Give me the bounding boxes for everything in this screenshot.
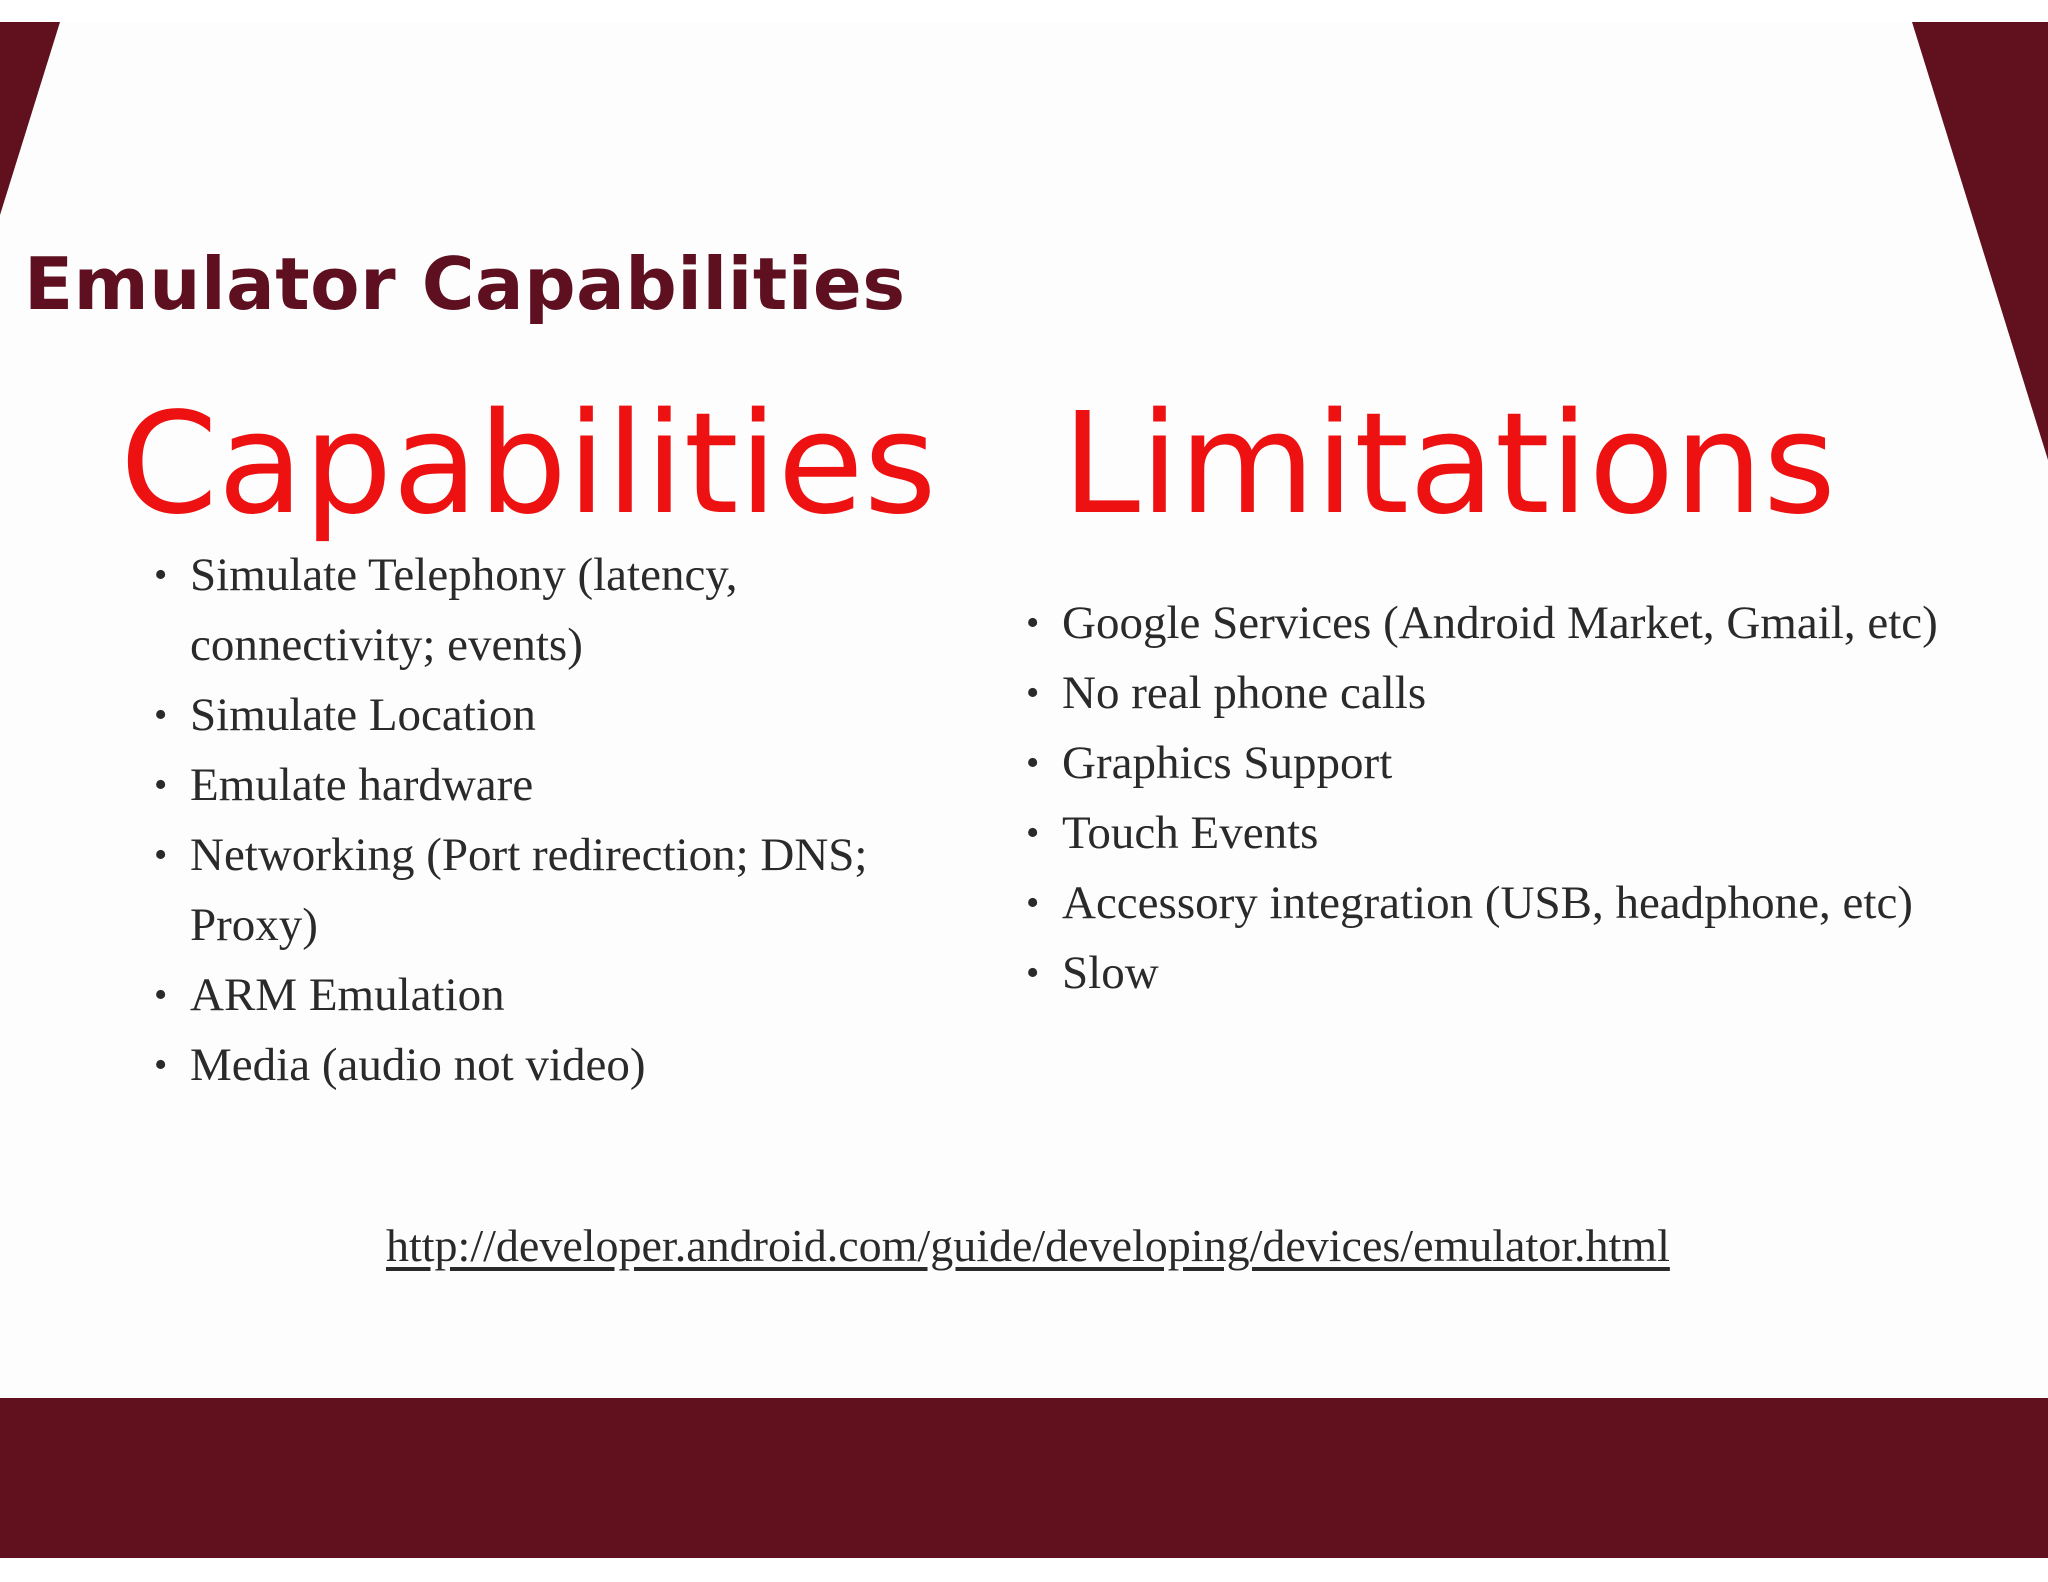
list-item: • Touch Events [1026, 798, 2036, 868]
capabilities-list [154, 540, 874, 1100]
capabilities-heading: Capabilities [120, 383, 937, 546]
list-item: • Media (audio not video) [154, 1030, 874, 1100]
list-item: • Simulate Location [154, 680, 874, 750]
list-item: • Google Services (Android Market, Gmail, etc) [1026, 588, 2036, 658]
bottom-band [0, 1398, 2048, 1558]
list-item: • Networking (Port redirection; DNS; Proxy) [154, 820, 874, 960]
list-item: • Graphics Support [1026, 728, 2036, 798]
bottom-white-strip [0, 1558, 2048, 1582]
right-corner-shape [1912, 22, 2048, 460]
list-item: • ARM Emulation [154, 960, 874, 1030]
limitations-heading: Limitations [1062, 383, 1836, 546]
list-item: • Simulate Telephony (latency, connectivity; events) [154, 540, 874, 680]
emulator-docs-link[interactable]: http://developer.android.com/guide/developing/devices/emulator.html [386, 1220, 1670, 1271]
list-item: • Accessory integration (USB, headphone, etc) [1026, 868, 2036, 938]
top-white-band [0, 0, 2048, 22]
limitations-list [1026, 588, 2036, 1008]
list-item: • Slow [1026, 938, 2036, 1008]
left-corner-shape [0, 22, 60, 215]
list-item: • Emulate hardware [154, 750, 874, 820]
slide-title: Emulator Capabilities [24, 242, 906, 326]
list-item: • No real phone calls [1026, 658, 2036, 728]
